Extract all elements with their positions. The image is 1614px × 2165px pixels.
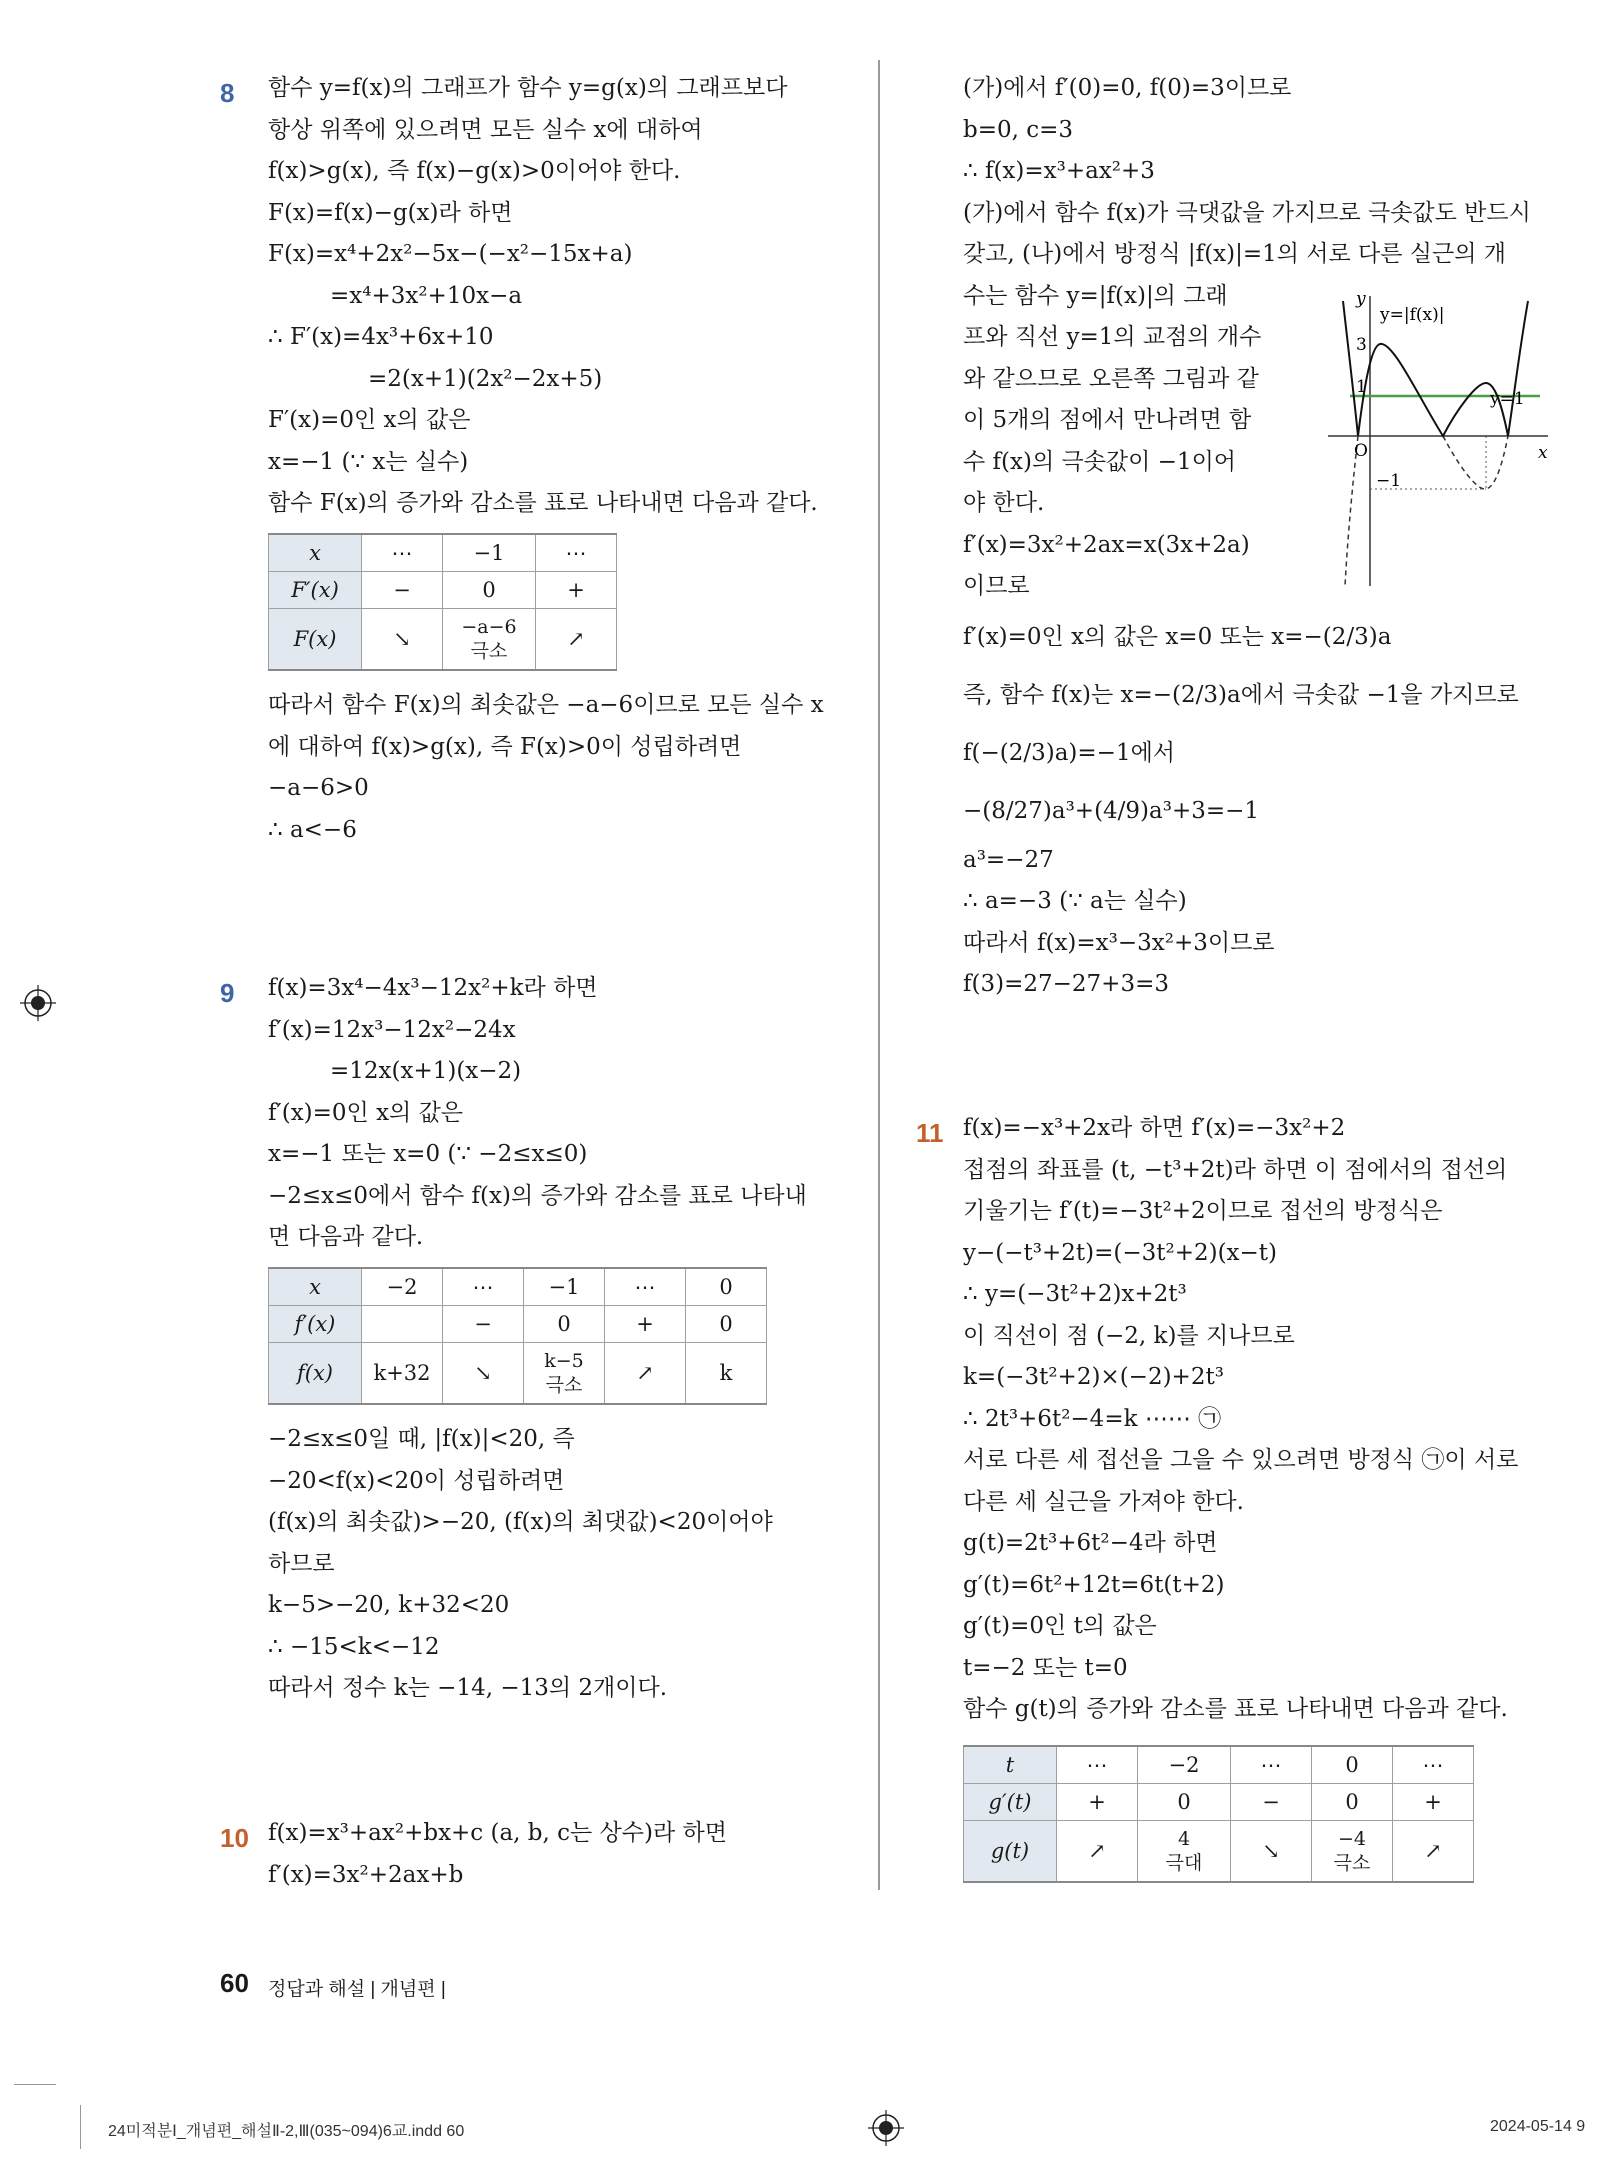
column-divider xyxy=(878,60,880,1890)
text-line: ∴ F′(x)=4x³+6x+10 xyxy=(268,324,494,350)
variation-table xyxy=(963,1745,1474,1884)
text-line: 이 5개의 점에서 만나려면 함 xyxy=(963,407,1252,433)
table-cell: f′(x) xyxy=(269,1305,362,1342)
text-line: 수는 함수 y=|f(x)|의 그래 xyxy=(963,282,1228,309)
text-line: F(x)=x⁴+2x²−5x−(−x²−15x+a) xyxy=(268,241,633,267)
text-line: −2≤x≤0에서 함수 f(x)의 증가와 감소를 표로 나타내 xyxy=(268,1182,807,1209)
text-line: ∴ −15<k<−12 xyxy=(268,1633,440,1660)
text-line: f′(x)=0인 x의 값은 xyxy=(268,1099,464,1126)
text-line: =2(x+1)(2x²−2x+5) xyxy=(368,365,603,392)
text-line: ∴ 2t³+6t²−4=k ⋯⋯ ㉠ xyxy=(963,1405,1222,1432)
text-line: y−(−t³+2t)=(−3t²+2)(x−t) xyxy=(963,1239,1278,1266)
text-line: x=−1 (∵ x는 실수) xyxy=(268,448,469,475)
text-line: −a−6>0 xyxy=(268,775,369,801)
text-line: ∴ a<−6 xyxy=(268,816,357,843)
origin-label: O xyxy=(1354,441,1368,461)
text-line: 항상 위쪽에 있으려면 모든 실수 x에 대하여 xyxy=(268,116,703,143)
registration-mark-icon xyxy=(20,985,56,1021)
text-line: f(x)=−x³+2x라 하면 f′(x)=−3x²+2 xyxy=(963,1115,1346,1141)
graph-abs-f xyxy=(1318,286,1558,596)
text-line: x=−1 또는 x=0 (∵ −2≤x≤0) xyxy=(268,1141,588,1167)
text-line: 다른 세 실근을 가져야 한다. xyxy=(963,1488,1244,1515)
table-cell: ⋯ xyxy=(362,534,443,572)
table-cell: g(t) xyxy=(964,1820,1057,1882)
footer-subtitle: 정답과 해설 | 개념편 | xyxy=(268,1979,446,2000)
cell-note: 극소 xyxy=(470,639,508,662)
text-line: 함수 F(x)의 증가와 감소를 표로 나타내면 다음과 같다. xyxy=(268,490,818,516)
text-line: f′(x)=3x²+2ax=x(3x+2a) xyxy=(963,531,1250,558)
table-cell: ⋯ xyxy=(536,534,617,572)
table-cell: k xyxy=(686,1342,767,1404)
text-line: 접점의 좌표를 (t, −t³+2t)라 하면 이 점에서의 접선의 xyxy=(963,1156,1508,1183)
table-cell: F′(x) xyxy=(269,571,362,608)
text-line: −20<f(x)<20이 성립하려면 xyxy=(268,1467,565,1494)
table-cell: ↘ xyxy=(443,1342,524,1404)
table-cell: 0 xyxy=(1312,1783,1393,1820)
table-cell: + xyxy=(1057,1783,1138,1820)
text-line: k−5>−20, k+32<20 xyxy=(268,1592,510,1618)
problem-number: 8 xyxy=(220,78,235,108)
text-line: 이므로 xyxy=(963,573,1030,599)
problem-11-body xyxy=(963,1108,1553,1897)
table-cell: 0 xyxy=(686,1268,767,1306)
cell-note: 극대 xyxy=(1165,1851,1203,1874)
text-line: F(x)=f(x)−g(x)라 하면 xyxy=(268,199,513,226)
text-line: ∴ y=(−3t²+2)x+2t³ xyxy=(963,1281,1187,1307)
table-cell: k+32 xyxy=(362,1342,443,1404)
table-cell: −2 xyxy=(362,1268,443,1306)
text-line: (가)에서 f′(0)=0, f(0)=3이므로 xyxy=(963,75,1292,101)
tick-1: 1 xyxy=(1356,377,1367,397)
text-line: f(3)=27−27+3=3 xyxy=(963,971,1169,997)
text-line: f′(x)=0인 x의 값은 x=0 또는 x=−(2/3)a xyxy=(963,623,1392,650)
text-line: b=0, c=3 xyxy=(963,116,1074,143)
dashed-original-curve xyxy=(1443,436,1508,489)
text-line: f(x)=3x⁴−4x³−12x²+k라 하면 xyxy=(268,975,598,1001)
text-line: g′(t)=6t²+12t=6t(t+2) xyxy=(963,1571,1225,1598)
abs-curve-left xyxy=(1343,301,1358,436)
crop-mark xyxy=(80,2105,81,2149)
text-line: a³=−27 xyxy=(963,846,1054,873)
table-cell: 0 xyxy=(1312,1746,1393,1784)
footer-date: 2024-05-14 9 xyxy=(1490,2118,1586,2135)
problem-number: 9 xyxy=(220,978,235,1008)
text-line: 갖고, (나)에서 방정식 |f(x)|=1의 서로 다른 실근의 개 xyxy=(963,241,1506,267)
footer-filename: 24미적분Ⅰ_개념편_해설Ⅱ-2,Ⅲ(035~094)6교.indd 60 xyxy=(108,2123,465,2140)
crop-mark xyxy=(14,2084,56,2085)
table-cell: x xyxy=(269,534,362,572)
text-line: =12x(x+1)(x−2) xyxy=(330,1058,522,1084)
table-cell: − xyxy=(443,1305,524,1342)
text-line: 면 다음과 같다. xyxy=(268,1224,424,1250)
table-cell: f(x) xyxy=(269,1342,362,1404)
table-cell: g′(t) xyxy=(964,1783,1057,1820)
table-cell: ⋯ xyxy=(1393,1746,1474,1784)
cell-note: 극소 xyxy=(1333,1851,1371,1874)
text-line: t=−2 또는 t=0 xyxy=(963,1654,1128,1681)
y-axis-label: y xyxy=(1356,289,1366,309)
problem-number: 11 xyxy=(916,1118,944,1148)
text-line: 따라서 f(x)=x³−3x²+3이므로 xyxy=(963,929,1275,956)
text-line: f(−(2/3)a)=−1에서 xyxy=(963,739,1176,766)
table-cell xyxy=(524,1342,605,1404)
table-cell xyxy=(362,1305,443,1342)
table-cell: ⋯ xyxy=(443,1268,524,1306)
curve-label: y=|f(x)| xyxy=(1380,305,1445,325)
table-cell: F(x) xyxy=(269,608,362,670)
text-line: f(x)=x³+ax²+bx+c (a, b, c는 상수)라 하면 xyxy=(268,1820,727,1846)
text-line: 와 같으므로 오른쪽 그림과 같 xyxy=(963,365,1259,392)
text-line: 따라서 정수 k는 −14, −13의 2개이다. xyxy=(268,1675,668,1701)
table-cell: + xyxy=(536,571,617,608)
table-cell: + xyxy=(1393,1783,1474,1820)
text-line: g(t)=2t³+6t²−4라 하면 xyxy=(963,1530,1218,1556)
registration-mark-icon xyxy=(868,2110,904,2146)
text-line: −2≤x≤0일 때, |f(x)|<20, 즉 xyxy=(268,1426,575,1452)
problem-number: 10 xyxy=(220,1823,249,1853)
table-cell: − xyxy=(1231,1783,1312,1820)
text-line: 프와 직선 y=1의 교점의 개수 xyxy=(963,324,1262,350)
text-line: 기울기는 f′(t)=−3t²+2이므로 접선의 방정식은 xyxy=(963,1198,1443,1224)
table-cell: ↗ xyxy=(605,1342,686,1404)
table-cell: −1 xyxy=(443,534,536,572)
table-cell: ↘ xyxy=(362,608,443,670)
text-line: F′(x)=0인 x의 값은 xyxy=(268,407,471,433)
text-line: g′(t)=0인 t의 값은 xyxy=(963,1613,1157,1639)
table-cell xyxy=(1138,1820,1231,1882)
table-cell: −1 xyxy=(524,1268,605,1306)
table-cell: 0 xyxy=(443,571,536,608)
cell-value: k−5 xyxy=(544,1349,584,1372)
text-line: ∴ a=−3 (∵ a는 실수) xyxy=(963,888,1187,914)
text-line: f′(x)=12x³−12x²−24x xyxy=(268,1016,516,1043)
text-line: 수 f(x)의 극솟값이 −1이어 xyxy=(963,448,1237,475)
text-line: −(8/27)a³+(4/9)a³+3=−1 xyxy=(963,797,1260,824)
text-line: 이 직선이 점 (−2, k)를 지나므로 xyxy=(963,1322,1295,1349)
table-cell: 0 xyxy=(1138,1783,1231,1820)
text-line: (f(x)의 최솟값)>−20, (f(x)의 최댓값)<20이어야 xyxy=(268,1509,773,1535)
variation-table xyxy=(268,533,617,672)
text-line: f′(x)=3x²+2ax+b xyxy=(268,1861,464,1888)
table-cell: ⋯ xyxy=(605,1268,686,1306)
text-line: 함수 g(t)의 증가와 감소를 표로 나타내면 다음과 같다. xyxy=(963,1696,1508,1722)
table-cell: t xyxy=(964,1746,1057,1784)
text-line: k=(−3t²+2)×(−2)+2t³ xyxy=(963,1364,1224,1390)
table-cell: 0 xyxy=(686,1305,767,1342)
table-cell: − xyxy=(362,571,443,608)
variation-table xyxy=(268,1267,767,1406)
table-cell: ↗ xyxy=(1057,1820,1138,1882)
cell-value: 4 xyxy=(1177,1827,1191,1850)
text-line: f(x)>g(x), 즉 f(x)−g(x)>0이어야 한다. xyxy=(268,158,681,184)
table-cell: ↗ xyxy=(536,608,617,670)
problem-8-body xyxy=(268,68,858,851)
text-line: 함수 y=f(x)의 그래프가 함수 y=g(x)의 그래프보다 xyxy=(268,75,788,101)
problem-9-body xyxy=(268,968,858,1710)
tick-neg1: −1 xyxy=(1376,471,1402,491)
text-line: 즉, 함수 f(x)는 x=−(2/3)a에서 극솟값 −1을 가지므로 xyxy=(963,681,1519,708)
text-line: (가)에서 함수 f(x)가 극댓값을 가지므로 극솟값도 반드시 xyxy=(963,199,1531,226)
text-line: 서로 다른 세 접선을 그을 수 있으려면 방정식 ㉠이 서로 xyxy=(963,1447,1519,1473)
line-label: y=1 xyxy=(1490,389,1525,409)
table-cell: + xyxy=(605,1305,686,1342)
text-line: ∴ f(x)=x³+ax²+3 xyxy=(963,158,1155,184)
cell-note: 극소 xyxy=(545,1373,583,1396)
text-line: 야 한다. xyxy=(963,490,1045,516)
cell-value: −4 xyxy=(1337,1827,1366,1850)
tick-3: 3 xyxy=(1356,335,1367,355)
text-line: 하므로 xyxy=(268,1550,335,1577)
table-cell: ↘ xyxy=(1231,1820,1312,1882)
text-line: 따라서 함수 F(x)의 최솟값은 −a−6이므로 모든 실수 x xyxy=(268,692,824,718)
table-cell: ↗ xyxy=(1393,1820,1474,1882)
page-number: 60 xyxy=(220,1968,249,1998)
text-line: 에 대하여 f(x)>g(x), 즉 F(x)>0이 성립하려면 xyxy=(268,733,742,760)
table-cell xyxy=(1312,1820,1393,1882)
table-cell: ⋯ xyxy=(1057,1746,1138,1784)
problem-10-body xyxy=(268,1813,858,1896)
table-cell xyxy=(443,608,536,670)
table-cell: x xyxy=(269,1268,362,1306)
table-cell: ⋯ xyxy=(1231,1746,1312,1784)
cell-value: −a−6 xyxy=(461,615,517,638)
table-cell: −2 xyxy=(1138,1746,1231,1784)
x-axis-label: x xyxy=(1538,443,1548,463)
table-cell: 0 xyxy=(524,1305,605,1342)
text-line: =x⁴+3x²+10x−a xyxy=(330,282,523,309)
